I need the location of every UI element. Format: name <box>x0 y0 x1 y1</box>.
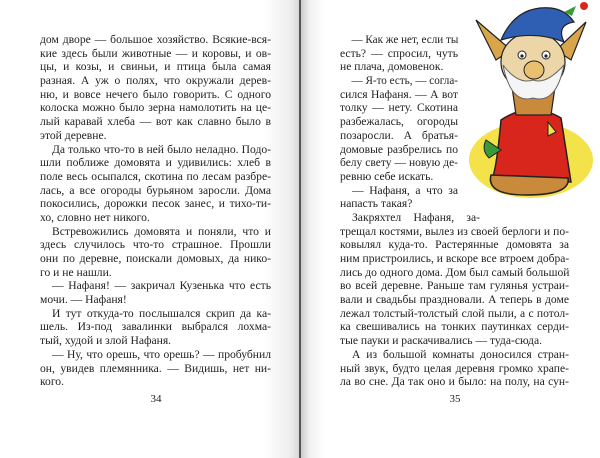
text-line: — Нафаня! — закричал Кузенька что есть <box>52 279 271 293</box>
text-line: этой деревне. <box>40 128 107 142</box>
text-line: лый каравай хлеба — вот как славно было в <box>40 115 271 129</box>
page-left <box>0 0 299 458</box>
text-line: цы, и козы, и свиньи, и птица была самая <box>40 60 271 74</box>
text-line: ка свешивались на тонких паутинках серди- <box>340 320 569 334</box>
text-line: поле весь осыпался, скотина по лесам разбре- <box>40 169 271 183</box>
text-line: шель. Из-под завалинки выбрался лохма- <box>40 320 271 334</box>
text-line: сился Нафаня. — А вот <box>340 87 458 101</box>
text-line: Закряхтел Нафаня, за- <box>352 210 480 224</box>
text-line: лежал толстый-толстый слой пыли, а с потол- <box>340 306 569 320</box>
text-line: ла во сне. Да так оно и было: на полу, на сун- <box>340 375 569 389</box>
page-right <box>301 0 600 458</box>
goblin-illustration <box>456 0 600 205</box>
text-line: — Нафаня, а что за <box>352 183 458 197</box>
text-line: шли поближе домовята и удивились: хлеб в <box>40 156 271 170</box>
text-line: Да только что-то в ней было неладно. Подо- <box>52 142 271 156</box>
text-line: разная. А уж о полях, что окружали дерев- <box>40 74 271 88</box>
text-line: ню, и вовсе нечего было говорить. С одного <box>40 87 271 101</box>
text-line: здесь случилось что-то страшное. Прошли <box>40 238 271 252</box>
text-line: не плача, домовенок. <box>340 60 444 74</box>
text-line: лись до одного дома. Дом был самый большой <box>340 265 570 279</box>
text-line: толку — нету. Скотина <box>340 101 458 115</box>
text-line: позаросли. А братья- <box>340 128 458 142</box>
text-line: Встревожились домовята и поняли, что и <box>52 224 271 238</box>
text-line: кого. <box>40 375 65 389</box>
text-line: мочи. — Нафаня! <box>40 293 127 307</box>
page-number: 35 <box>449 393 461 405</box>
text-line: белу свету — новую де- <box>340 156 458 170</box>
text-line: трещал костями, вылез из своей берлоги и по- <box>340 224 569 238</box>
text-line: тый, худой и злой Нафаня. <box>40 334 172 348</box>
text-line: тые пауки и раскачивались — туда-сюда. <box>340 334 542 348</box>
text-line: вали и свадьбы праздновали. А теперь в доме <box>340 293 569 307</box>
text-line: — Ну, что орешь, что орешь? — пробубнил <box>52 347 271 361</box>
text-line: напасть такая? <box>340 197 413 211</box>
page-number: 34 <box>150 393 162 405</box>
text-line: колоска можно было зерна намолотить на це- <box>40 101 271 115</box>
text-line: А из большой комнаты доносился стран- <box>352 347 569 361</box>
text-line: И тут откуда-то послышался скрип да ка- <box>52 306 271 320</box>
text-line: есть? — спросил, чуть <box>340 46 458 60</box>
text-line: кие здесь были животные — и коровы, и ов- <box>40 46 271 60</box>
text-line: го и не нашли. <box>40 265 112 279</box>
text-line: ревню себе искать. <box>340 169 434 183</box>
text-line: ковылял куда-то. Растерянные домовята за <box>340 238 569 252</box>
text-line: лась, а все огороды бурьяном заросли. Дома <box>40 183 271 197</box>
text-line: ный звук, будто целая деревня громко храпе- <box>340 361 569 375</box>
text-line: покосились, дорожки песок занес, и тихо-ти- <box>40 197 271 211</box>
text-line: — Как же нет, если ты <box>351 33 459 46</box>
text-line: они по деревне, поискали домовых, да нико- <box>40 252 271 265</box>
text-line: во всей деревне. Раньше там гулянья устраи- <box>340 279 569 293</box>
text-line: хо, словно нет никого. <box>40 210 150 224</box>
text-line: домовые разбрелись по <box>340 142 458 156</box>
text-line: он, увидев племянника. — Видишь, нет ни- <box>40 361 271 375</box>
page-text <box>40 33 271 389</box>
text-line: — Я-то есть, — согла- <box>351 74 458 88</box>
text-line: ним пристроились, и вскоре все втроем добра- <box>340 252 570 265</box>
text-line: разбежалась, огороды <box>340 115 458 129</box>
text-line: дом дворе — большое хозяйство. Всякие-вся- <box>40 33 271 46</box>
